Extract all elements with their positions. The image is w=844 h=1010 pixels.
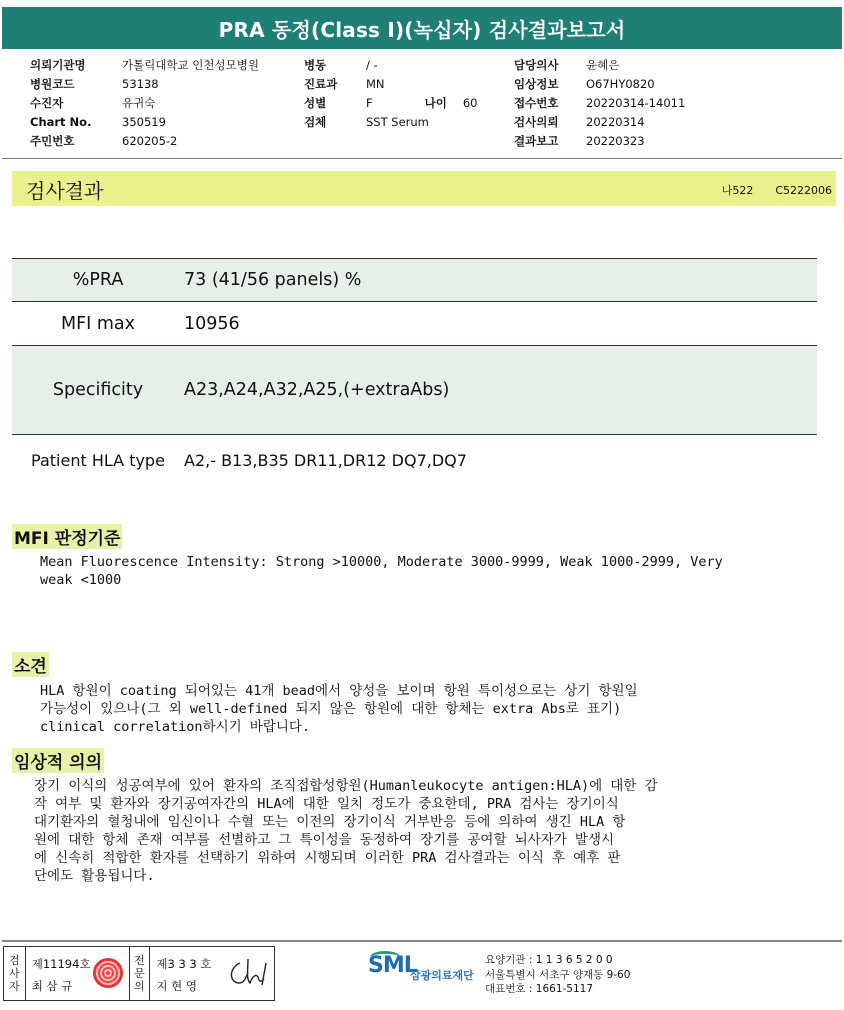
result-title: 검사결과 [26,179,104,203]
specialist-license-no: 제3 3 3 호 [156,957,212,971]
results-table [12,258,817,485]
sml-logo [368,951,480,995]
info-label: 수진자 [30,96,64,110]
result-value: A23,A24,A32,A25,(+extraAbs) [184,380,450,400]
info-label: 의뢰기관명 [30,58,86,72]
label-char: 의 [134,980,145,993]
text-line: Mean Fluorescence Intensity: Strong >10000, Moderate 3000-9999, Weak 1000-2999, Very [40,554,723,570]
lab-contact-info [485,953,630,997]
inspector-cell [26,947,129,1000]
info-column-ward [304,56,477,132]
result-row-mfi-max [12,302,817,346]
result-value: A2,- B13,B35 DR11,DR12 DQ7,DQ7 [184,450,467,470]
foundation-name: 삼광의료재단 [410,969,474,982]
info-row-specimen [304,113,477,132]
info-value: 20220314-14011 [586,96,686,110]
inspector-name: 최 삼 규 [31,979,73,993]
specialist-name: 지 현 영 [156,979,198,993]
text-line: 원에 대한 항체 존재 여부를 선별하고 그 특이성을 동정하여 장기를 공여할 뇌사자가 발생시 [34,832,615,848]
info-row-institution [30,56,259,75]
report-title: PRA 동정(Class I)(녹십자) 검사결과보고서 [2,7,842,49]
text-line: 장기 이식의 성공여부에 있어 환자의 조직접합성항원(Humanleukocyte antigen:HLA)에 대한 감 [34,778,658,794]
result-key: Specificity [52,380,144,400]
info-row-clinical-info [514,75,685,94]
info-label: 검사의뢰 [514,115,559,129]
result-code-1: 나522 [721,184,754,197]
inspector-vertical-label [4,947,26,1000]
info-row-receipt-no [514,94,685,113]
result-row-pra [12,258,817,302]
findings-title: 소견 [12,652,49,677]
text-line: 대기환자의 혈청내에 임신이나 수혈 또는 이전의 장기이식 거부반응 등에 의하여 생긴 HLA 항 [34,814,626,830]
info-row-sex-age [304,94,477,113]
info-value: 20220314 [586,115,645,129]
lab-code: 요양기관 : 1 1 3 6 5 2 0 0 [485,954,613,966]
result-value: 10956 [184,313,240,334]
info-value: SST Serum [366,115,429,129]
clinical-significance-title: 임상적 의의 [12,748,104,773]
info-label: 검체 [304,115,327,129]
info-value: 620205-2 [122,134,178,148]
label-char: 전 [134,954,145,967]
result-key: %PRA [72,270,124,290]
mfi-criteria-title: MFI 판정기준 [12,524,122,549]
info-label: 병원코드 [30,77,75,91]
info-label: 성별 [304,96,327,110]
clinical-significance-text [34,777,814,885]
result-codes [722,182,832,198]
signature-icon [226,953,270,991]
info-row-hospital-code [30,75,259,94]
age-label: 나이 [424,96,447,110]
info-label: Chart No. [30,115,92,129]
text-line: 작 여부 및 환자와 장기공여자간의 HLA에 대한 일치 정도가 중요한데, PRA 검사는 장기이식 [34,796,619,812]
age-value: 60 [462,96,478,110]
info-value: / - [366,58,378,72]
text-line: clinical correlation하시기 바랍니다. [40,719,311,735]
info-value: 53138 [122,77,159,91]
logo-text: SML [368,953,417,978]
lab-address: 서울특별시 서초구 양재동 9-60 [485,968,631,981]
footer-divider [2,940,842,942]
text-line: 에 신속히 적합한 환자를 선택하기 위하여 시행되며 이러한 PRA 검사결과는 이식 후 예후 판 [34,850,621,866]
label-char: 자 [9,980,20,993]
info-label: 주민번호 [30,134,75,148]
label-char: 문 [134,967,145,980]
result-value: 73 (41/56 panels) % [184,270,362,290]
findings-text [40,682,810,736]
info-value: 가톨릭대학교 인천성모병원 [122,58,259,72]
info-row-report-date [514,132,685,151]
result-row-specificity [12,346,817,435]
specialist-cell [150,947,274,1000]
lab-phone: 대표번호 : 1661-5117 [485,983,594,995]
text-line: weak <1000 [40,572,122,588]
mfi-criteria-text [40,553,810,589]
info-row-chart-no [30,113,259,132]
text-line: HLA 항원이 coating 되어있는 41개 bead에서 양성을 보이며 항원 특이성으로는 상기 항원일 [40,683,638,699]
info-value: 350519 [122,115,166,129]
info-column-patient [30,56,259,151]
info-label: 접수번호 [514,96,559,110]
info-row-request-date [514,113,685,132]
result-key: Patient HLA type [31,450,165,470]
info-column-order [514,56,685,151]
text-line: 단에도 활용됩니다. [34,868,155,884]
divider [2,158,842,159]
info-label: 병동 [304,58,327,72]
info-row-patient [30,94,259,113]
info-value: 20220323 [586,134,645,148]
info-label: 임상정보 [514,77,559,91]
info-label: 결과보고 [514,134,559,148]
label-char: 검 [9,954,20,967]
info-value: O67HY0820 [586,77,655,91]
info-label: 진료과 [304,77,338,91]
label-char: 사 [9,967,20,980]
result-row-hla-type [12,435,817,485]
info-row-department [304,75,477,94]
info-value: 유귀숙 [122,96,156,110]
result-key: MFI max [60,313,136,334]
info-value: F [366,96,373,110]
text-line: 가능성이 있으나(그 외 well-defined 되지 않은 항원에 대한 항체는 extra Abs로 표기) [40,701,622,717]
result-header [12,171,836,206]
info-row-resident-no [30,132,259,151]
specialist-vertical-label [129,947,151,1000]
seal-stamp-icon [93,958,123,988]
inspector-license-no: 제11194호 [31,957,91,971]
result-code-2: C5222006 [775,184,832,197]
info-row-doctor [514,56,685,75]
info-row-ward [304,56,477,75]
info-label: 담당의사 [514,58,559,72]
signature-box [3,946,275,1001]
info-value: MN [366,77,385,91]
info-value: 윤혜은 [586,58,620,72]
